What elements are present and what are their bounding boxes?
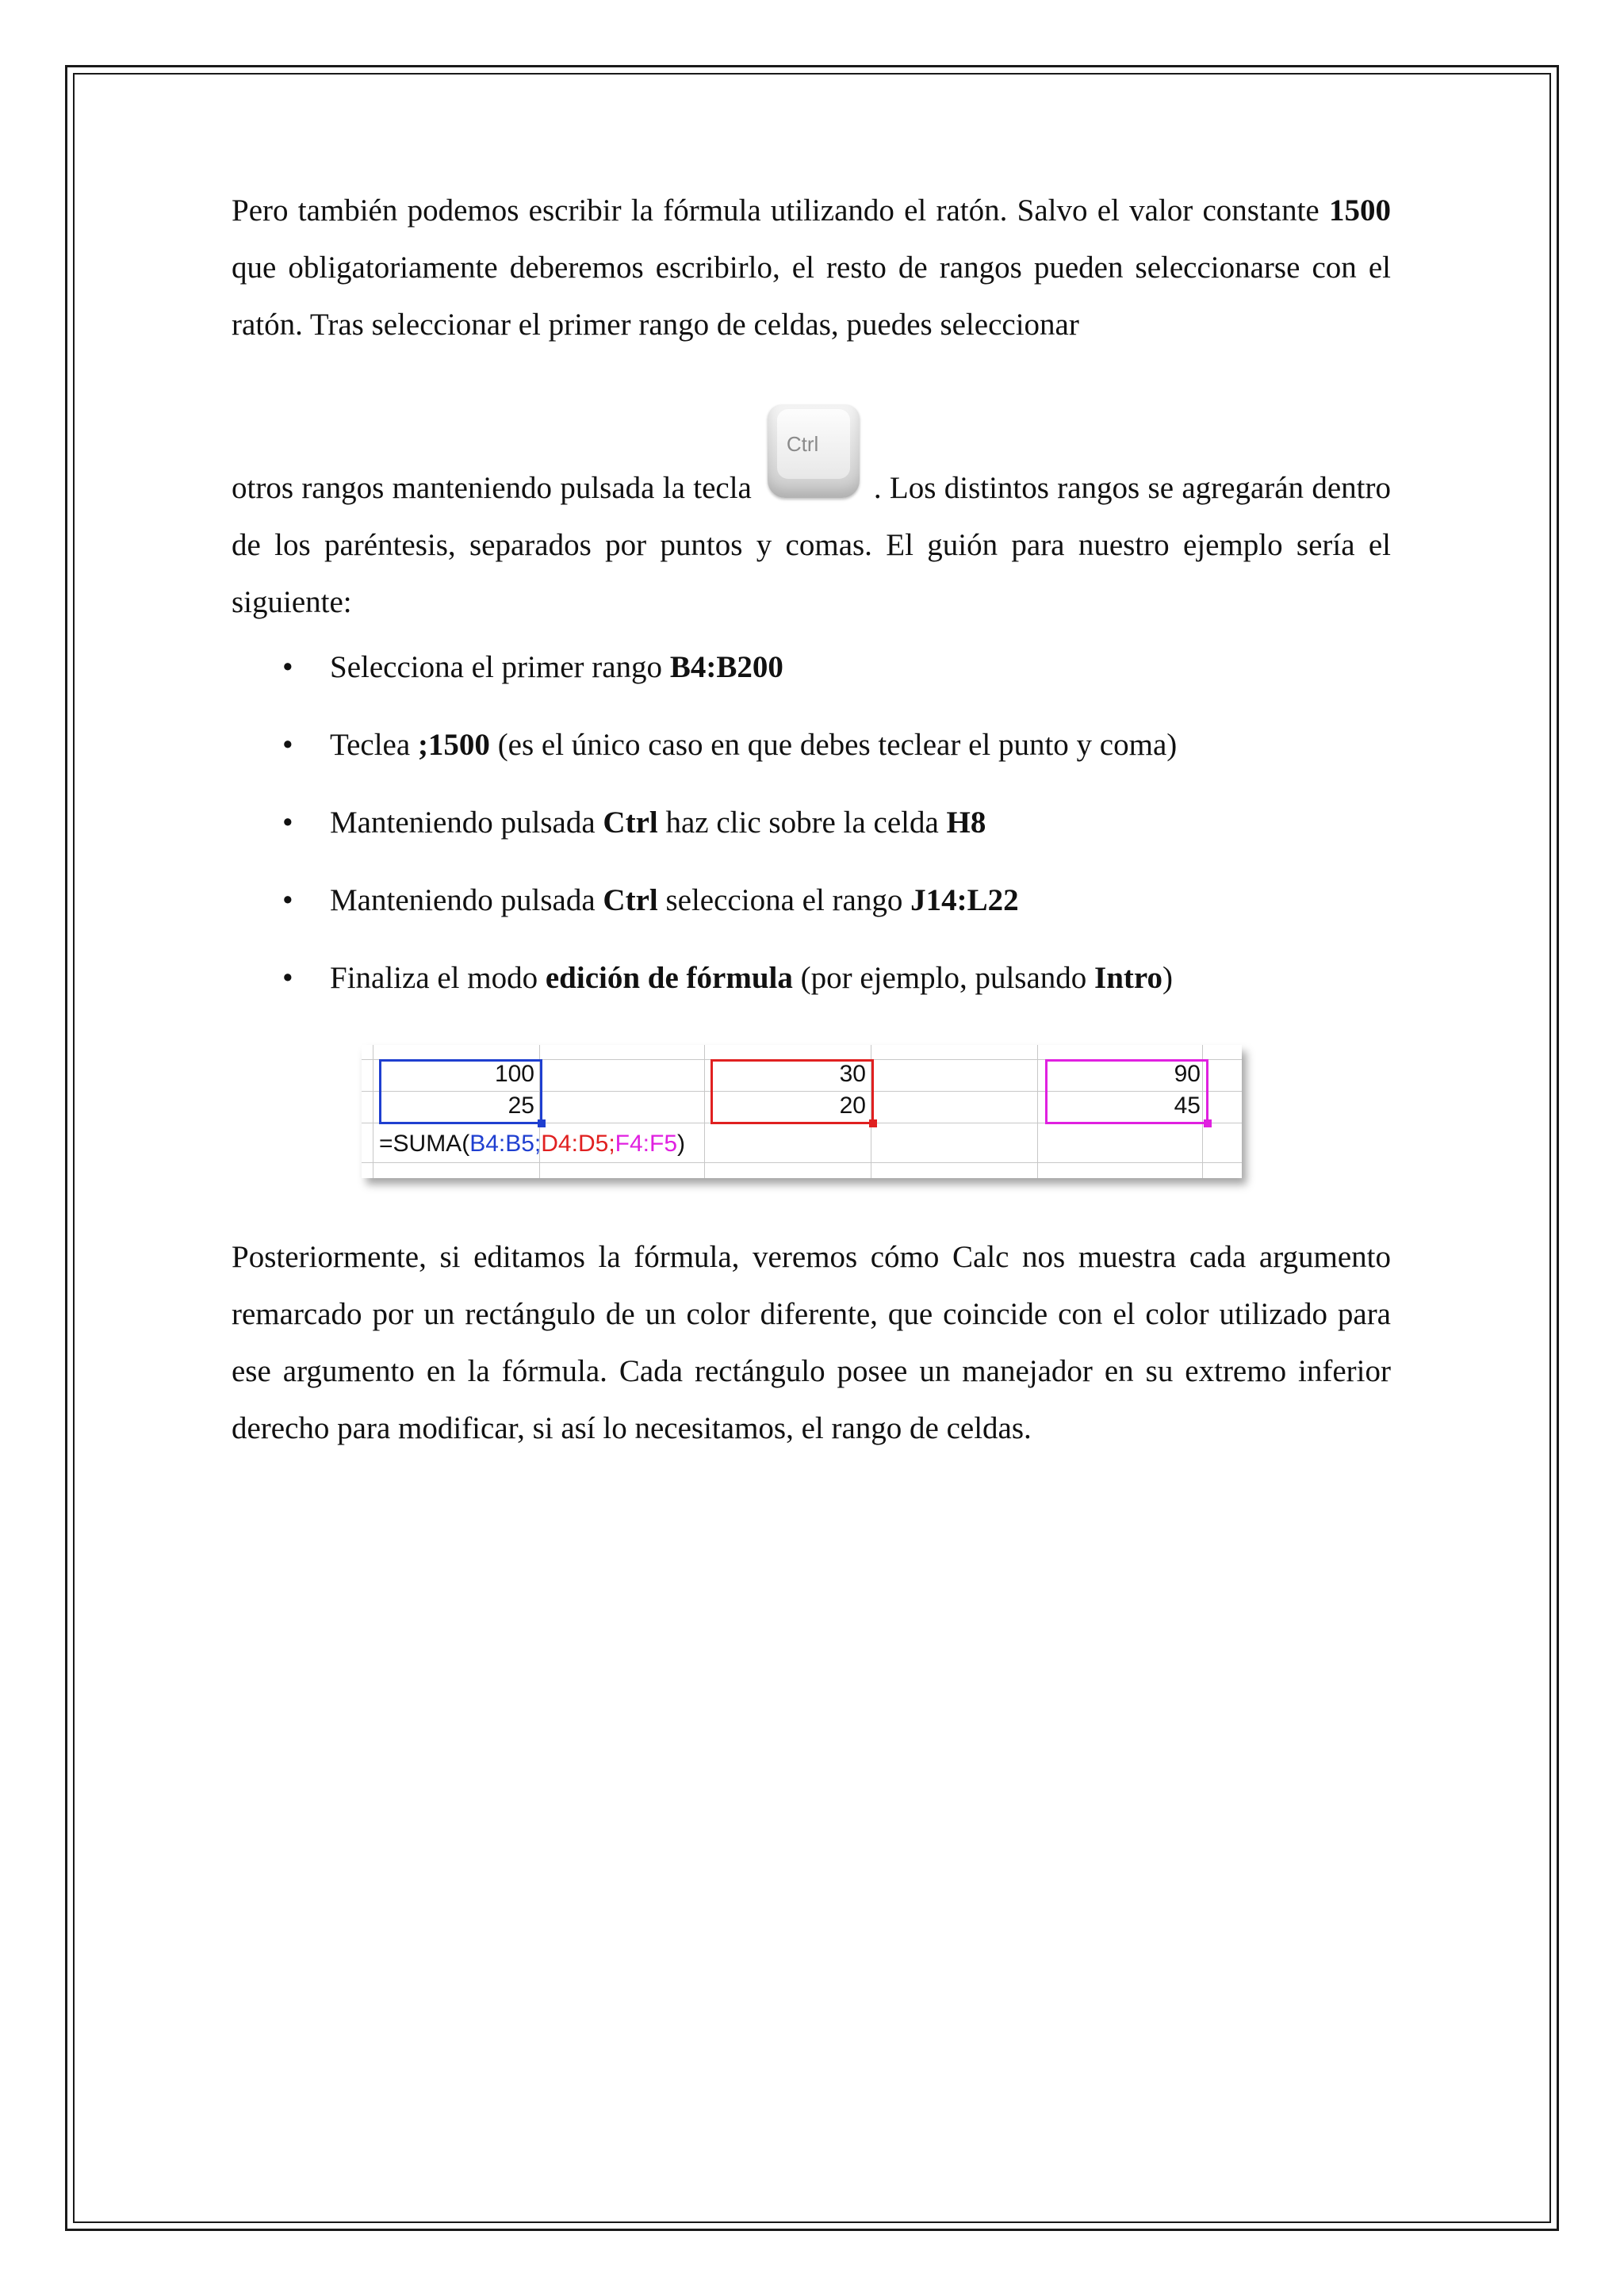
list-item: • Manteniendo pulsada Ctrl selecciona el rango J14:L22 [282,883,1019,917]
cell-f4[interactable]: 90 [1174,1061,1201,1087]
cell-b4[interactable]: 100 [494,1061,534,1087]
cell-d5[interactable]: 20 [839,1093,866,1119]
document-body [232,182,1391,1037]
grid-line [704,1045,705,1178]
grid-line [362,1162,1242,1163]
formula-arg-2: D4:D5 [541,1131,609,1157]
cell-d4[interactable]: 30 [839,1061,866,1087]
list-item: • Finaliza el modo edición de fórmula (por ejemplo, pulsando Intro) [282,961,1173,995]
formula-arg-1: B4:B5 [469,1131,534,1157]
range-handle[interactable] [1204,1119,1212,1127]
formula-cell[interactable]: =SUMA(B4:B5;D4:D5;F4:F5) [379,1131,686,1157]
range-handle[interactable] [538,1119,546,1127]
grid-line [1037,1045,1038,1178]
formula-arg-3: F4:F5 [615,1131,678,1157]
paragraph-explanation: Posteriormente, si editamos la fórmula, veremos cómo Calc nos muestra cada argumento remarcado por un rectángulo de un color diferente, que coincide con el color utilizado para ese argumento en la fórmula. Cada rectángulo posee un manejador en su extremo inferior derecho para modificar, si así lo necesitamos, el rango de celdas. [232,1240,1391,1445]
list-item: • Manteniendo pulsada Ctrl haz clic sobre la celda H8 [282,806,986,840]
list-item: • Teclea ;1500 (es el único caso en que debes teclear el punto y coma) [282,728,1178,762]
paragraph-intro: Pero también podemos escribir la fórmula utilizando el ratón. Salvo el valor constante 1500 que obligatoriamente deberemos escribirlo, el resto de rangos pueden seleccionarse con el ratón. Tras seleccionar el primer rango de celdas, puedes seleccionar [232,193,1391,342]
steps-list [232,649,1391,997]
range-handle[interactable] [869,1119,877,1127]
cell-f5[interactable]: 45 [1174,1093,1201,1119]
cell-b5[interactable]: 25 [508,1093,534,1119]
document-body-lower [232,1229,1391,1457]
list-item: • Selecciona el primer rango B4:B200 [282,650,783,684]
spreadsheet-screenshot [362,1045,1242,1178]
constant-value: 1500 [1329,193,1391,228]
paragraph-ctrl-key: otros rangos manteniendo pulsada la tecla Ctrl . Los distintos rangos se agregarán dentro de los paréntesis, separados por puntos y comas. El guión para nuestro ejemplo sería el siguiente: [232,401,1391,631]
ctrl-key-icon: Ctrl [760,401,868,509]
